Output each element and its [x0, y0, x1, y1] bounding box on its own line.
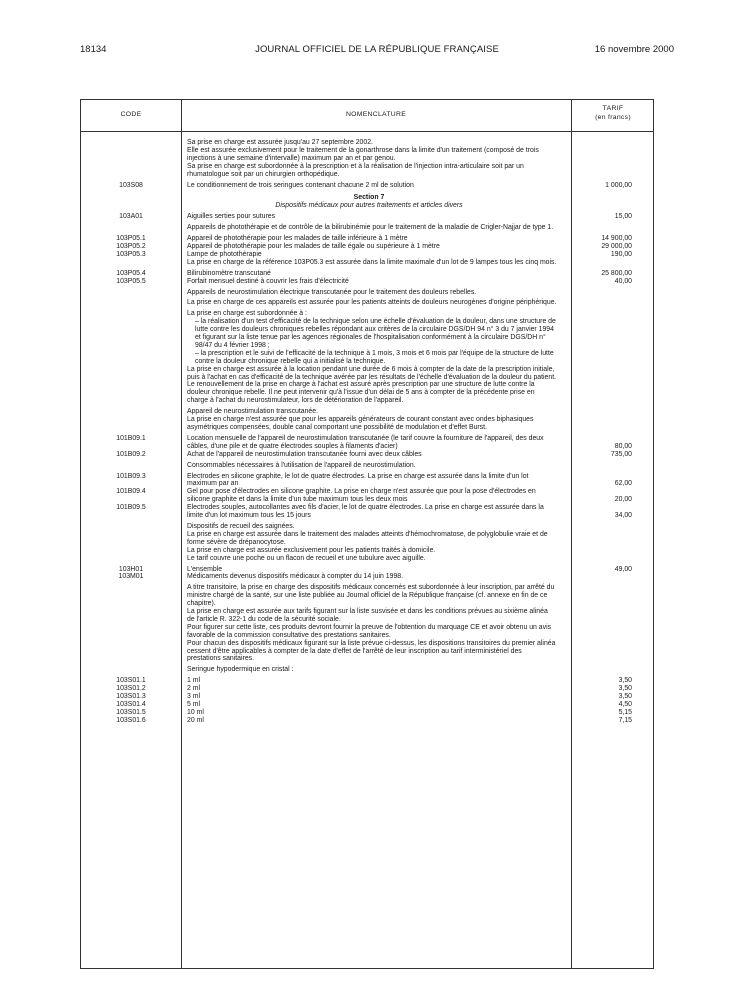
row-tarif: 15,00: [614, 213, 632, 221]
row-nomenclature: Consommables nécessaires à l'utilisation de l'appareil de neurostimulation.: [187, 461, 416, 469]
row-tarif: [561, 350, 645, 366]
table-row: [81, 573, 653, 581]
row-tarif: [561, 523, 645, 531]
row-code: 103S01.4: [116, 701, 146, 708]
row-tarif: 3,50: [618, 685, 632, 693]
row-tarif: [561, 608, 645, 624]
row-nomenclature: Le renouvellement de la prise en charge à l'achat est assuré après prescription par une structure de lutte contre la douleur chronique rebelle. Il ne peut intervenir qu'à l'issue d'un délai de 5 ans à compter de la précédente prise en charge à l'achat du neurostimulateur, lors de détérioration de l'appareil.: [187, 381, 535, 405]
row-nomenclature: 20 ml: [187, 716, 204, 724]
table-row-item: [81, 251, 653, 259]
row-nomenclature: Forfait mensuel destiné à couvrir les frais d'électricité: [187, 277, 349, 285]
row-code: [81, 531, 181, 547]
row-code: 103S01.5: [116, 708, 146, 716]
table-row: [81, 139, 653, 147]
table-row: [81, 299, 653, 307]
row-code: 103A01: [119, 213, 143, 221]
table-row: [81, 147, 653, 163]
column-header-tarif: [571, 105, 655, 122]
table-row: [81, 531, 653, 547]
row-tarif: 7,15: [618, 716, 632, 724]
row-nomenclature: Dispositifs de recueil des saignées.: [187, 522, 295, 530]
row-code: [81, 224, 181, 232]
row-tarif: [561, 224, 645, 232]
table-row-item: [81, 566, 653, 574]
table-row-item: [81, 235, 653, 243]
table-row: [81, 194, 653, 202]
row-nomenclature: Appareil de photothérapie pour les malades de taille égale ou supérieure à 1 mètre: [187, 242, 440, 250]
row-code: 103P05.5: [116, 277, 146, 285]
row-tarif: 1 000,00: [605, 181, 632, 189]
table-row: [81, 289, 653, 297]
row-code: [81, 289, 181, 297]
row-code: 101B09.3: [116, 472, 146, 480]
row-code: [81, 640, 181, 664]
row-nomenclature: Médicaments devenus dispositifs médicaux à compter du 14 juin 1998.: [187, 573, 404, 581]
row-tarif: 25 800,00: [601, 269, 632, 277]
row-nomenclature: La prise en charge de la référence 103P05.3 est assurée dans la limite maximale d'un lot de 9 lampes tous les cinq mois.: [187, 258, 557, 266]
row-tarif: [561, 531, 645, 547]
table-row-item: [81, 182, 653, 190]
row-tarif: [561, 194, 645, 202]
row-nomenclature: Appareils de photothérapie et de contrôle de la bilirubinémie pour le traitement de la maladie de Crigler-Najjar de type 1.: [187, 224, 554, 232]
row-code: [81, 555, 181, 563]
row-tarif: [561, 416, 645, 432]
row-nomenclature: – la réalisation d'un test d'efficacité de la technique selon une échelle d'évaluation de la douleur, dans une structure de lutte contre les douleurs chroniques rebelles répondant aux critères de la circulaire DGS/DH 94 n° 3 du 7 janvier 1994 et figurant sur la liste tenue par les agences régionales de l'hospitalisation conformément à la circulaire DGS/DH n° 98/47 du 4 février 1998 ;: [195, 318, 556, 349]
table-row: [81, 523, 653, 531]
row-code: 103S01.2: [116, 685, 146, 693]
row-code: 101B09.1: [116, 434, 146, 442]
table-row-item: [81, 709, 653, 717]
row-tarif: [561, 547, 645, 555]
row-tarif: [561, 573, 645, 581]
table-row: [81, 624, 653, 640]
row-tarif: [561, 202, 645, 210]
table-row-item: [81, 504, 653, 520]
table-row-item: [81, 701, 653, 709]
row-nomenclature: 1 ml: [187, 677, 201, 685]
row-tarif: 4,50: [618, 701, 632, 708]
row-code: [81, 194, 181, 202]
row-nomenclature: L'ensemble: [187, 565, 223, 573]
table-row: [81, 163, 653, 179]
column-header-nomenclature: NOMENCLATURE: [345, 111, 407, 118]
row-nomenclature: Lampe de photothérapie: [187, 250, 262, 258]
row-tarif: [561, 366, 645, 382]
table-row: [81, 584, 653, 608]
row-nomenclature: Aiguilles serties pour sutures: [187, 213, 276, 221]
row-nomenclature: Bilirubinomètre transcutané: [187, 269, 271, 277]
row-tarif: [561, 462, 645, 470]
table-row-item: [81, 435, 653, 451]
row-code: [81, 381, 181, 405]
row-code: 103M01: [118, 573, 144, 581]
tarif-unit: (en francs): [595, 113, 631, 121]
row-code: 103P05.4: [116, 269, 146, 277]
row-nomenclature: Le tarif couvre une poche ou un flacon de recueil et une tubulure avec aiguille.: [187, 554, 426, 562]
row-tarif: 3,50: [618, 693, 632, 701]
row-code: [81, 666, 181, 674]
row-code: [81, 523, 181, 531]
table-row-item: [81, 693, 653, 701]
row-tarif: 49,00: [614, 565, 632, 573]
row-nomenclature: Le conditionnement de trois seringues contenant chacune 2 ml de solution: [187, 181, 414, 189]
row-nomenclature: Gel pour pose d'électrodes en silicone graphite. La prise en charge n'est assurée que pour la pose d'électrodes en silicone graphite et dans la limite d'un tube maximum tous les deux mois: [187, 488, 536, 504]
row-tarif: 190,00: [610, 250, 632, 258]
row-code: [81, 408, 181, 416]
table-header: [81, 100, 653, 132]
table-row-item: [81, 213, 653, 221]
column-header-code: CODE: [120, 111, 142, 118]
row-tarif: 14 900,00: [601, 235, 632, 243]
table-row: [81, 318, 653, 350]
row-nomenclature: Appareils de neurostimulation électrique transcutanée pour le traitement des douleurs rebelles.: [187, 288, 477, 296]
table-row: [81, 381, 653, 405]
row-tarif: [561, 640, 645, 664]
row-code: [81, 310, 181, 318]
row-nomenclature: La prise en charge est assurée à la location pendant une durée de 6 mois à compter de la date de la prescription initiale, puis à l'achat en cas d'efficacité de la technique avérée par les résultats de l'échelle d'évaluation de la douleur du patient.: [187, 365, 557, 381]
row-tarif: [561, 139, 645, 147]
row-nomenclature: Seringue hypodermique en cristal :: [187, 666, 294, 674]
row-tarif: 5,15: [618, 708, 632, 716]
row-nomenclature: 3 ml: [187, 693, 201, 701]
row-nomenclature: Elle est assurée exclusivement pour le traitement de la gonarthrose dans la limite d'un traitement (composé de trois injections à une semaine d'intervalle) maximum par an et par genou.: [187, 146, 539, 162]
row-code: [81, 584, 181, 608]
row-nomenclature: Electrodes en silicone graphite, le lot de quatre électrodes. La prise en charge est assurée dans la limite d'un lot maximum par an: [187, 472, 529, 488]
table-row-item: [81, 677, 653, 685]
row-code: 103S01.1: [116, 677, 146, 685]
row-tarif: [561, 147, 645, 163]
row-nomenclature: 10 ml: [187, 708, 204, 716]
row-tarif: 735,00: [610, 450, 632, 458]
row-tarif: 40,00: [614, 277, 632, 285]
table-row: [81, 547, 653, 555]
table-row: [81, 202, 653, 210]
table-row: [81, 666, 653, 674]
row-code: 103S01.3: [116, 693, 146, 701]
journal-title: JOURNAL OFFICIEL DE LA RÉPUBLIQUE FRANÇAISE: [255, 44, 499, 55]
row-tarif: 80,00: [614, 442, 632, 450]
row-nomenclature: La prise en charge est subordonnée à :: [187, 310, 307, 318]
row-nomenclature: La prise en charge de ces appareils est assurée pour les patients atteints de douleurs neurogènes d'origine périphérique.: [187, 299, 557, 307]
table-row: [81, 366, 653, 382]
row-tarif: [561, 299, 645, 307]
row-tarif: 34,00: [614, 512, 632, 520]
row-code: [81, 547, 181, 555]
row-nomenclature: Appareil de photothérapie pour les malades de taille inférieure à 1 mètre: [187, 235, 408, 243]
publication-date: 16 novembre 2000: [594, 44, 674, 55]
table-row: [81, 224, 653, 232]
table-row: [81, 416, 653, 432]
row-code: [81, 147, 181, 163]
row-tarif: [561, 289, 645, 297]
row-nomenclature: 5 ml: [187, 701, 201, 708]
row-code: [81, 299, 181, 307]
row-code: 101B09.5: [116, 504, 146, 512]
row-code: [81, 624, 181, 640]
row-tarif: [561, 318, 645, 350]
table-row: [81, 555, 653, 563]
row-code: [81, 608, 181, 624]
row-code: [81, 416, 181, 432]
row-nomenclature: Dispositifs médicaux pour autres traitements et articles divers: [275, 202, 463, 210]
row-nomenclature: Appareil de neurostimulation transcutanée.: [187, 408, 319, 416]
row-code: [81, 202, 181, 210]
row-nomenclature: Section 7: [353, 194, 385, 202]
row-nomenclature: Location mensuelle de l'appareil de neurostimulation transcutanée (le tarif couvre la fourniture de l'appareil, des deux câbles, d'une pile et de quatre électrodes souples à filaments d'acier): [187, 434, 544, 450]
row-code: [81, 366, 181, 382]
row-code: 103H01: [118, 565, 144, 573]
row-nomenclature: Sa prise en charge est subordonnée à la prescription et à la réalisation de l'injection intra-articulaire soit par un rhumatologue soit par un chirurgien orthopédique.: [187, 162, 524, 178]
row-tarif: [561, 666, 645, 674]
row-code: 101B09.2: [116, 450, 146, 458]
table-row-item: [81, 278, 653, 286]
row-code: 103P05.3: [116, 250, 146, 258]
row-tarif: 3,50: [618, 677, 632, 685]
row-code: [81, 163, 181, 179]
row-nomenclature: 2 ml: [187, 685, 201, 693]
row-code: 103S08: [119, 181, 143, 189]
table-row-item: [81, 473, 653, 489]
row-nomenclature: – la prescription et le suivi de l'efficacité de la technique à 1 mois, 3 mois et 6 mois par l'équipe de la structure de lutte contre la douleur chronique rebelle qui a initialisé la technique.: [195, 349, 554, 365]
row-nomenclature: Pour figurer sur cette liste, ces produits devront fournir la preuve de l'obtention du marquage CE et avoir obtenu un avis favorable de la commission consultative des prestations sanitaires.: [187, 623, 552, 639]
table-body: [81, 139, 653, 725]
table-row-item: [81, 717, 653, 725]
table-row: [81, 462, 653, 470]
table-row: [81, 259, 653, 267]
row-code: 103P05.2: [116, 242, 146, 250]
row-nomenclature: A titre transitoire, la prise en charge des dispositifs médicaux concernés est subordonnée à leur inscription, par arrêté du ministre chargé de la santé, sur une liste publiée au Journal officiel de la République française (cf. annexe en fin de ce chapitre).: [187, 584, 555, 608]
table-row-item: [81, 451, 653, 459]
row-tarif: 62,00: [614, 480, 632, 488]
table-row: [81, 408, 653, 416]
row-code: 101B09.4: [116, 488, 146, 496]
table-row: [81, 310, 653, 318]
row-tarif: [561, 624, 645, 640]
row-code: [81, 139, 181, 147]
row-nomenclature: Electrodes souples, autocollantes avec fils d'acier, le lot de quatre électrodes. La prise en charge est assurée dans la limite d'un lot maximum tous les 15 jours: [187, 504, 544, 520]
row-nomenclature: La prise en charge est assurée aux tarifs figurant sur la liste susvisée et dans les conditions prévues au sixième alinéa de l'article R. 322-1 du code de la sécurité sociale.: [187, 608, 548, 623]
table-row-item: [81, 243, 653, 251]
table-row-item: [81, 685, 653, 693]
row-nomenclature: La prise en charge est assurée exclusivement pour les patients traités à domicile.: [187, 546, 436, 554]
row-code: [81, 462, 181, 470]
table-row: [81, 350, 653, 366]
row-tarif: [561, 163, 645, 179]
row-code: [81, 259, 181, 267]
row-tarif: [561, 408, 645, 416]
row-tarif: [561, 259, 645, 267]
row-nomenclature: La prise en charge n'est assurée que pour les appareils générateurs de courant constant avec ondes biphasiques asymétriques compensées, double canal comportant une possibilité de modulation et d'effet Burst.: [187, 416, 534, 431]
page-number: 18134: [80, 44, 107, 55]
row-code: 103S01.6: [116, 716, 146, 724]
table-row: [81, 640, 653, 664]
row-tarif: [561, 381, 645, 405]
row-tarif: 20,00: [614, 496, 632, 504]
row-nomenclature: La prise en charge est assurée dans le traitement des malades atteints d'hémochromatose, de polyglobulie vraie et de forme sévère de drépanocytose.: [187, 530, 548, 546]
row-nomenclature: Sa prise en charge est assurée jusqu'au 27 septembre 2002.: [187, 139, 373, 146]
row-code: [81, 350, 181, 366]
row-tarif: [561, 310, 645, 318]
row-nomenclature: Pour chacun des dispositifs médicaux figurant sur la liste prévue ci-dessus, les dispositions transitoires du premier alinéa cessent d'être applicables à compter de la date d'effet de l'arrêté de leur inscription au tarif interministériel des prestations sanitaires.: [187, 639, 556, 663]
row-tarif: 29 000,00: [601, 242, 632, 250]
row-tarif: [561, 584, 645, 608]
row-code: [81, 318, 181, 350]
table-row-item: [81, 270, 653, 278]
row-tarif: [561, 555, 645, 563]
table-row: [81, 608, 653, 624]
page-header: [80, 44, 674, 58]
row-nomenclature: Achat de l'appareil de neurostimulation transcutanée fourni avec deux câbles: [187, 450, 422, 458]
tarif-label: TARIF: [602, 105, 624, 112]
table-row-item: [81, 488, 653, 504]
row-code: 103P05.1: [116, 235, 146, 243]
nomenclature-table: [80, 99, 654, 969]
